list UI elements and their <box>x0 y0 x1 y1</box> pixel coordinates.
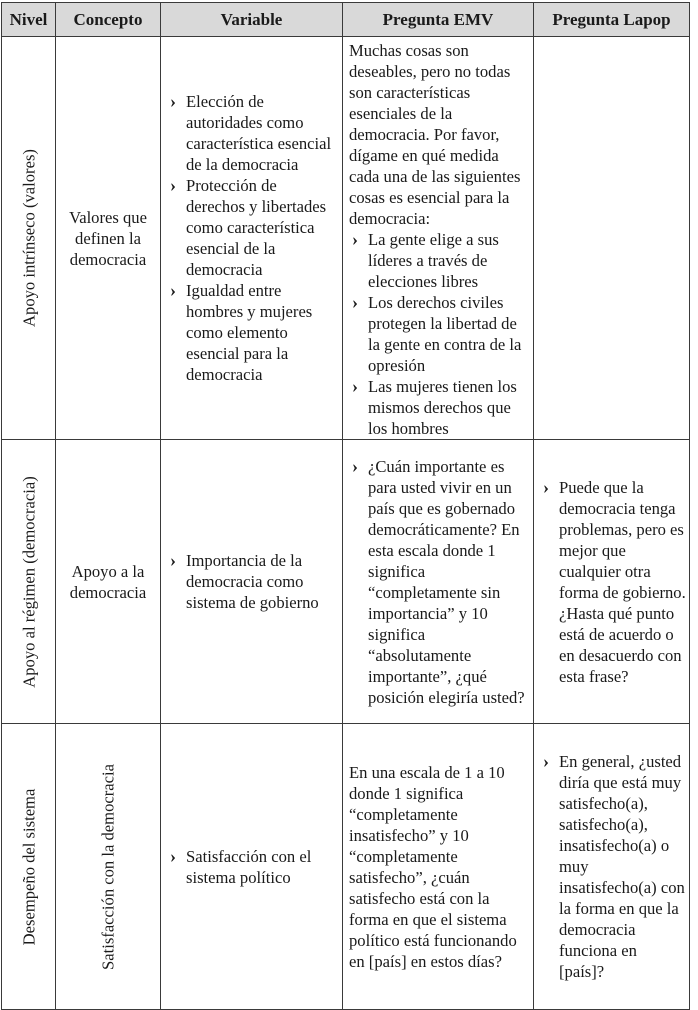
pregunta-lapop-cell <box>534 440 690 724</box>
concepto-cell: Apoyo a la democracia <box>56 440 161 724</box>
list-item: › En general, ¿usted diría que está muy satisfecho(a), satisfecho(a), insatisfecho(a) o muy insatisfecho(a) con la forma en que la democracia funciona en [país]? <box>540 751 686 982</box>
emv-list <box>349 229 530 439</box>
pregunta-emv-cell <box>343 440 534 724</box>
header-pregunta-lapop: Pregunta Lapop <box>534 3 690 37</box>
table-row <box>2 440 690 724</box>
nivel-label: Apoyo al régimen (democracia) <box>19 475 38 688</box>
header-row <box>2 3 690 37</box>
pregunta-lapop-cell <box>534 37 690 440</box>
lapop-list <box>540 751 686 982</box>
nivel-cell <box>2 37 56 440</box>
variable-cell <box>161 724 343 1010</box>
list-item: › Elección de autoridades como característica esencial de la democracia <box>167 91 339 175</box>
pregunta-lapop-cell <box>534 724 690 1010</box>
emv-list <box>349 456 530 708</box>
concepto-cell: Valores que definen la democracia <box>56 37 161 440</box>
variable-cell <box>161 440 343 724</box>
pregunta-emv-cell <box>343 724 534 1010</box>
list-item: › Satisfacción con el sistema político <box>167 846 339 888</box>
list-item: › Importancia de la democracia como sistema de gobierno <box>167 550 339 613</box>
list-item: › Las mujeres tienen los mismos derechos que los hombres <box>349 376 530 439</box>
emv-intro-text: Muchas cosas son deseables, pero no todas son características esenciales de la democracia. Por favor, dígame en qué medida cada una de las siguientes cosas es esencial para la democracia: <box>349 41 521 228</box>
pregunta-emv-cell <box>343 37 534 440</box>
concepto-label: Satisfacción con la democracia <box>98 763 118 970</box>
header-nivel: Nivel <box>2 3 56 37</box>
lapop-list <box>540 477 686 687</box>
variable-list <box>167 846 339 888</box>
header-concepto: Concepto <box>56 3 161 37</box>
variable-list <box>167 550 339 613</box>
list-item: › ¿Cuán importante es para usted vivir en un país que es gobernado democráticamente? En esta escala donde 1 significa “completamente sin importancia” y 10 significa “absolutamente importante”, ¿qué posición elegiría usted? <box>349 456 530 708</box>
variable-list <box>167 91 339 385</box>
list-item: › Igualdad entre hombres y mujeres como elemento esencial para la democracia <box>167 280 339 385</box>
table-row <box>2 37 690 440</box>
concepto-cell <box>56 724 161 1010</box>
nivel-label: Desempeño del sistema <box>19 788 38 945</box>
list-item: › Los derechos civiles protegen la libertad de la gente en contra de la opresión <box>349 292 530 376</box>
header-variable: Variable <box>161 3 343 37</box>
list-item: › Puede que la democracia tenga problemas, pero es mejor que cualquier otra forma de gobierno. ¿Hasta qué punto está de acuerdo o en desacuerdo con esta frase? <box>540 477 686 687</box>
variable-cell <box>161 37 343 440</box>
list-item: › La gente elige a sus líderes a través de elecciones libres <box>349 229 530 292</box>
nivel-label: Apoyo intrínseco (valores) <box>19 149 38 327</box>
emv-text: En una escala de 1 a 10 donde 1 significa “completamente insatisfecho” y 10 “completamente satisfecho”, ¿cuán satisfecho está con la forma en que el sistema político está funcionando en [país] en estos días? <box>349 762 517 971</box>
nivel-cell <box>2 440 56 724</box>
nivel-cell <box>2 724 56 1010</box>
header-pregunta-emv: Pregunta EMV <box>343 3 534 37</box>
table-row <box>2 724 690 1010</box>
list-item: › Protección de derechos y libertades como característica esencial de la democracia <box>167 175 339 280</box>
data-table <box>1 2 690 1010</box>
